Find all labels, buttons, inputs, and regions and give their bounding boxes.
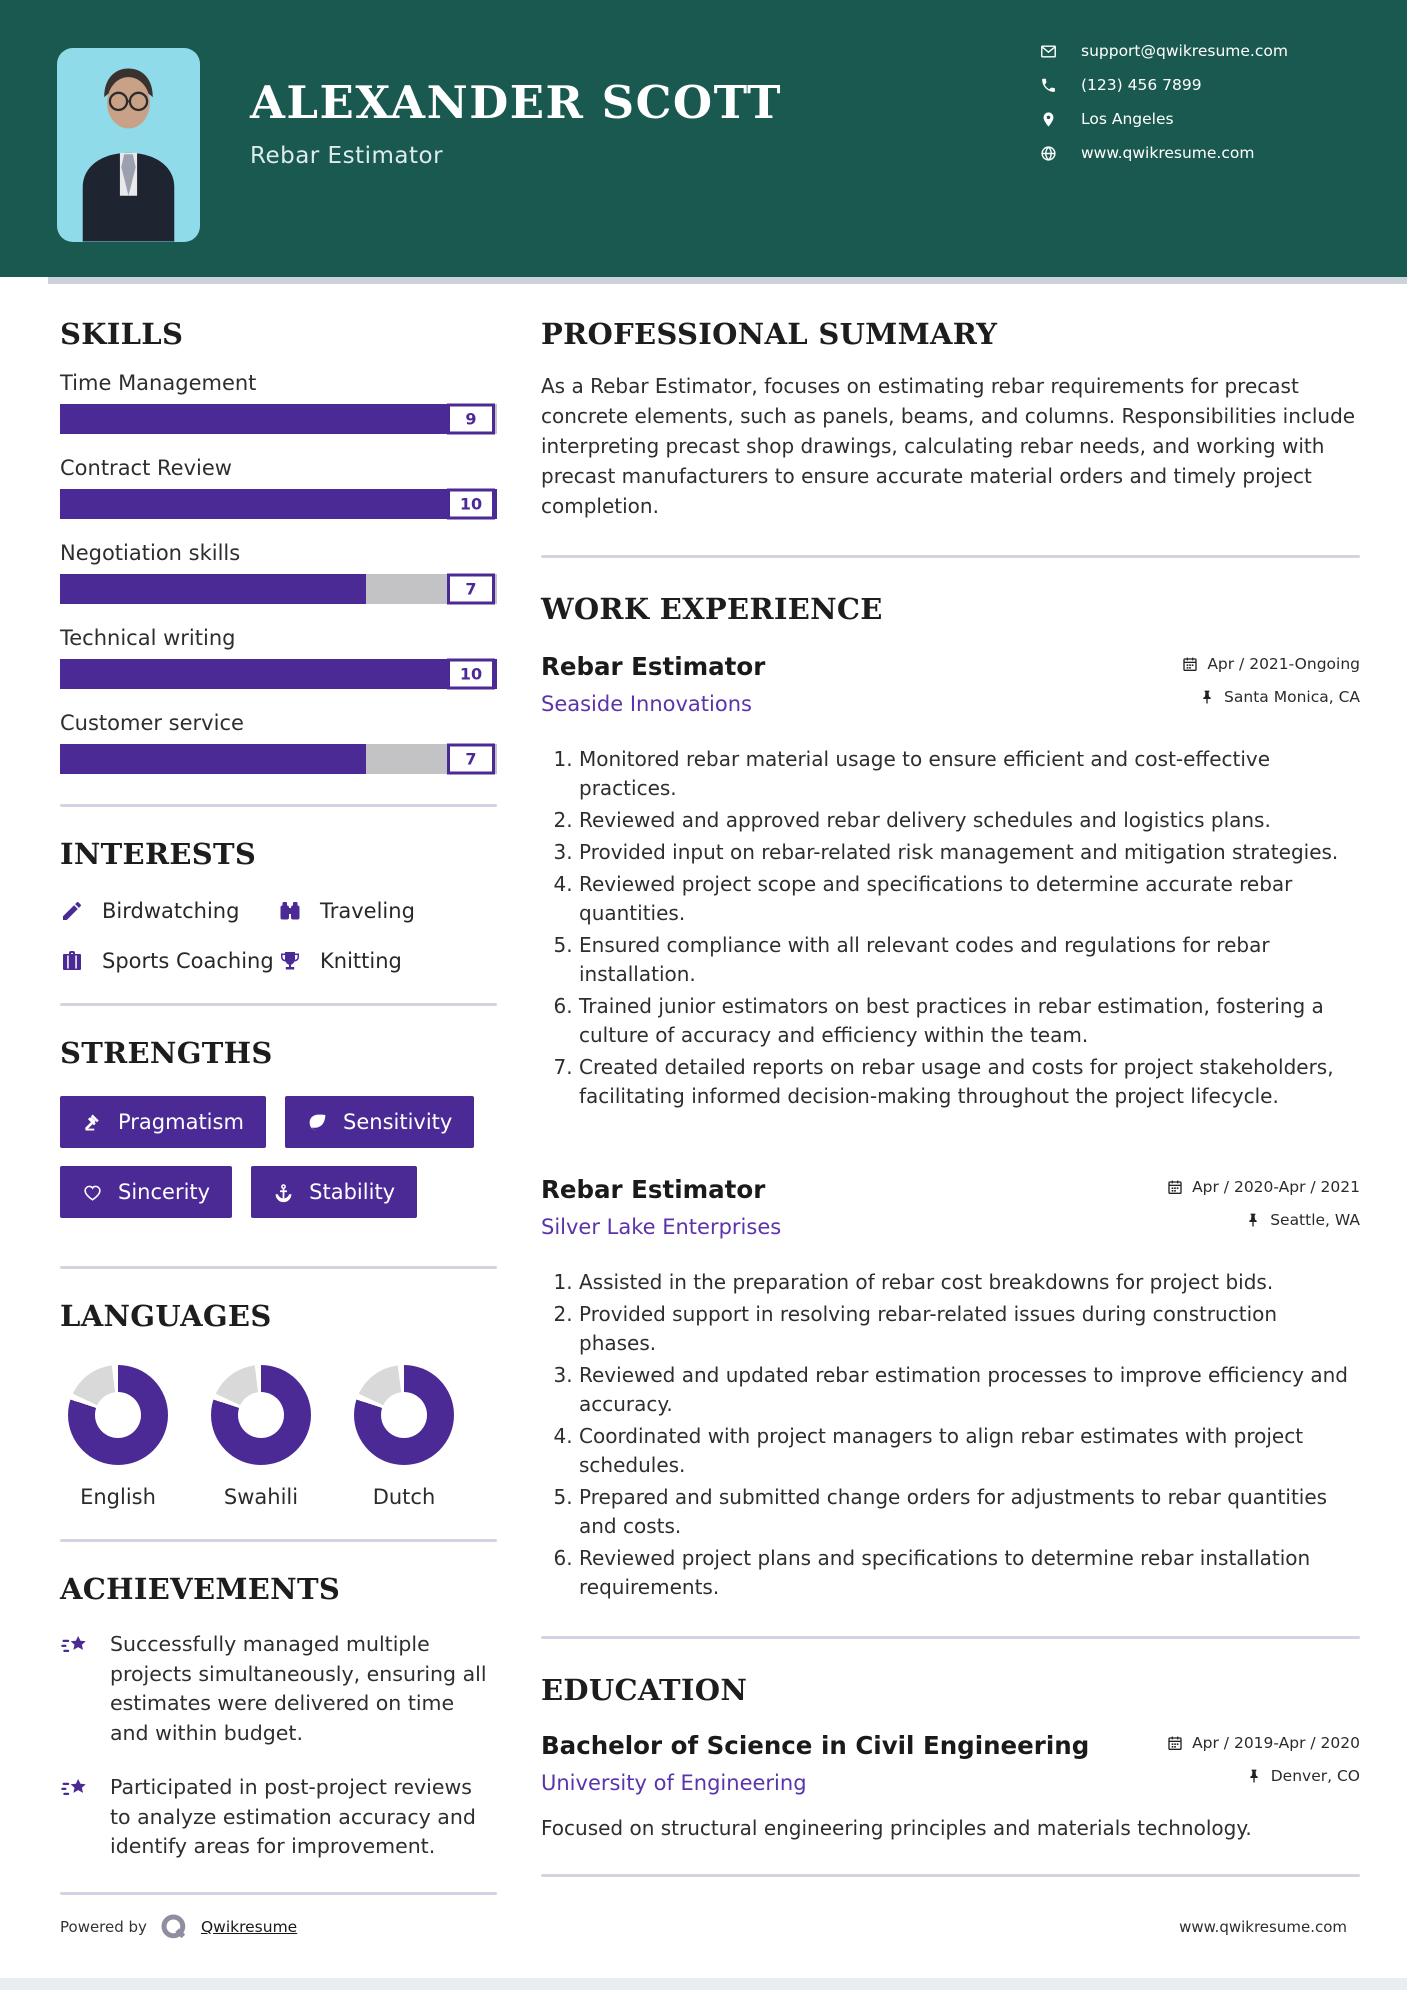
degree-title: Bachelor of Science in Civil Engineering [541,1731,1090,1760]
qwikresume-link[interactable]: Qwikresume [200,1918,298,1936]
education-meta [1167,1731,1360,1800]
skill-score-badge: 10 [447,489,495,520]
skill-bar-track [60,574,497,604]
job-title: Rebar Estimator [541,1175,766,1204]
skill-item [60,541,497,604]
skills-section [60,317,497,774]
strength-chip [60,1166,232,1218]
email-icon [1040,43,1057,60]
interest-label: Sports Coaching [102,949,274,973]
candidate-name: ALEXANDER SCOTT [250,76,782,129]
strength-label: Sensitivity [343,1110,453,1134]
job-title-block [541,1175,781,1239]
bottom-edge-strip [0,1978,1407,1990]
calendar-icon [1167,1735,1183,1751]
skill-label: Contract Review [60,456,232,480]
section-divider [60,1003,497,1006]
job-location-row [1182,688,1360,706]
languages-list [60,1365,462,1509]
contact-row [1040,110,1288,128]
contact-text[interactable]: (123) 456 7899 [1081,76,1202,94]
interests-list [60,899,497,973]
skill-item [60,371,497,434]
content-area [0,277,1407,1925]
achievement-item [60,1630,497,1749]
job-header [541,1175,1360,1244]
footer [60,1912,1347,1942]
skill-score-badge: 9 [447,404,495,435]
languages-section [60,1299,497,1509]
skill-bar-fill [60,659,497,689]
profile-photo-image [57,48,200,242]
section-divider [541,1874,1360,1877]
language-item [346,1365,462,1509]
strengths-section [60,1036,497,1236]
job-duty: 2. Reviewed and approved rebar delivery schedules and logistics plans. [579,806,1360,835]
sidebar [60,317,497,1925]
donut-hole [95,1392,141,1438]
interest-label: Traveling [320,899,415,923]
achievements-list [60,1630,497,1862]
powered-by-text: Powered by [60,1918,147,1936]
interest-item [278,899,497,923]
language-label: English [80,1485,156,1509]
edit-icon [60,899,84,923]
heart-icon [82,1182,103,1203]
skill-label: Time Management [60,371,257,395]
achievements-heading: ACHIEVEMENTS [60,1572,341,1606]
skill-bar-fill [60,404,453,434]
skill-bar-fill [60,744,366,774]
skill-score-badge: 7 [447,744,495,775]
candidate-job-title: Rebar Estimator [250,142,444,169]
education-description: Focused on structural engineering principles and materials technology. [541,1816,1252,1840]
strength-chip [60,1096,266,1148]
interests-section [60,837,497,973]
strength-chip [251,1166,417,1218]
job-duty: 5. Ensured compliance with all relevant codes and regulations for rebar installation. [579,931,1360,989]
job-location: Seattle, WA [1270,1211,1360,1229]
skill-score-badge: 10 [447,659,495,690]
job-duty: 1. Monitored rebar material usage to ensure efficient and cost-effective practices. [579,745,1360,803]
skill-item [60,456,497,519]
education-location: Denver, CO [1270,1767,1360,1785]
binoculars-icon [278,899,302,923]
job-title: Rebar Estimator [541,652,766,681]
section-divider [60,1266,497,1269]
profile-photo [57,48,200,242]
experience-heading: WORK EXPERIENCE [541,592,883,626]
education-dates-row [1167,1734,1360,1752]
contact-list [1040,42,1288,178]
strengths-heading: STRENGTHS [60,1036,273,1070]
summary-text: As a Rebar Estimator, focuses on estimating rebar requirements for precast concrete elements, such as panels, beams, and columns. Responsibilities include interpreting precast shop drawings, calculating rebar needs, and working with precast manufacturers to ensure accurate material orders and timely project completion. [541,374,1356,518]
job-meta [1167,1175,1360,1244]
interest-item [278,949,497,973]
skill-label: Technical writing [60,626,236,650]
education-dates: Apr / 2019-Apr / 2020 [1192,1734,1360,1752]
language-label: Swahili [223,1485,299,1509]
education-header [541,1731,1360,1800]
powered-by-block [60,1912,297,1942]
pushpin-icon [1246,1768,1262,1784]
pushpin-icon [1245,1212,1261,1228]
calendar-icon [1182,656,1198,672]
strength-label: Pragmatism [118,1110,244,1134]
leaf-icon [307,1112,328,1133]
skill-bar-track [60,744,497,774]
briefcase-icon [60,949,84,973]
achievement-item [60,1773,497,1862]
achievements-section [60,1572,497,1862]
strengths-list [60,1096,497,1236]
job-company-link[interactable]: Seaside Innovations [541,692,752,716]
interest-label: Birdwatching [102,899,240,923]
job-title-block [541,652,765,716]
shooting-star-icon [60,1632,90,1662]
job-duties-list [541,1268,1360,1602]
language-donut-chart [354,1365,454,1465]
job-dates-row [1182,655,1360,673]
contact-row [1040,144,1288,162]
skill-item [60,626,497,689]
donut-hole [381,1392,427,1438]
achievement-text: Successfully managed multiple projects simultaneously, ensuring all estimates were delivered on time and within budget. [110,1632,487,1746]
job-duty: 6. Reviewed project plans and specifications to determine rebar installation requirements. [579,1544,1360,1602]
language-label: Dutch [372,1485,436,1509]
phone-icon [1040,77,1057,94]
identity-block [250,78,782,169]
education-entry [541,1731,1360,1840]
job-location-row [1167,1211,1360,1229]
gavel-icon [82,1112,103,1133]
skill-label: Negotiation skills [60,541,241,565]
job-duty: 5. Prepared and submitted change orders for adjustments to rebar quantities and costs. [579,1483,1360,1541]
job-duty: 2. Provided support in resolving rebar-related issues during construction phases. [579,1300,1360,1358]
job-company-link[interactable]: Silver Lake Enterprises [541,1215,782,1239]
section-divider [541,555,1360,558]
summary-section [541,317,1360,521]
education-section [541,1673,1360,1840]
header-shadow-strip [48,277,1407,284]
experience-section [541,592,1360,1602]
interest-item [60,949,278,973]
skill-bar-track [60,489,497,519]
languages-heading: LANGUAGES [60,1299,272,1333]
job-location: Santa Monica, CA [1224,688,1360,706]
job-duties-list [541,745,1360,1111]
contact-row [1040,42,1288,60]
skill-label: Customer service [60,711,244,735]
contact-text[interactable]: support@qwikresume.com [1081,42,1288,60]
location-icon [1040,111,1057,128]
header [0,0,1407,277]
donut-hole [238,1392,284,1438]
strength-label: Stability [309,1180,396,1204]
school-link[interactable]: University of Engineering [541,1771,807,1795]
job-duty: 4. Reviewed project scope and specifications to determine accurate rebar quantities. [579,870,1360,928]
contact-row [1040,76,1288,94]
skill-bar-fill [60,489,497,519]
job-entry [541,1175,1360,1602]
skill-score-badge: 7 [447,574,495,605]
anchor-icon [273,1182,294,1203]
education-heading: EDUCATION [541,1673,748,1707]
interests-heading: INTERESTS [60,837,257,871]
achievement-text: Participated in post-project reviews to analyze estimation accuracy and identify areas for improvement. [110,1774,476,1859]
interest-label: Knitting [320,949,402,973]
job-duty: 3. Provided input on rebar-related risk management and mitigation strategies. [579,838,1360,867]
skill-bar-track [60,404,497,434]
language-donut-chart [68,1365,168,1465]
education-title-block [541,1731,1089,1795]
job-header [541,652,1360,721]
qwikresume-logo-icon [159,1912,189,1942]
language-donut-chart [211,1365,311,1465]
language-item [60,1365,176,1509]
job-duty: 6. Trained junior estimators on best practices in rebar estimation, fostering a culture of accuracy and efficiency within the team. [579,992,1360,1050]
skill-item [60,711,497,774]
interest-item [60,899,278,923]
pushpin-icon [1199,689,1215,705]
skills-list [60,371,497,774]
job-duty: 7. Created detailed reports on rebar usage and costs for project stakeholders, facilitating informed decision-making throughout the project lifecycle. [579,1053,1360,1111]
footer-website-link[interactable]: www.qwikresume.com [1179,1918,1347,1936]
strength-label: Sincerity [118,1180,211,1204]
job-meta [1182,652,1360,721]
skill-bar-track [60,659,497,689]
section-divider [541,1636,1360,1639]
calendar-icon [1167,1179,1183,1195]
job-duty: 1. Assisted in the preparation of rebar cost breakdowns for project bids. [579,1268,1360,1297]
contact-text[interactable]: www.qwikresume.com [1081,144,1255,162]
job-dates: Apr / 2020-Apr / 2021 [1192,1178,1360,1196]
language-item [203,1365,319,1509]
strength-chip [285,1096,474,1148]
education-location-row [1167,1767,1360,1785]
job-duty: 3. Reviewed and updated rebar estimation processes to improve efficiency and accuracy. [579,1361,1360,1419]
main-column [541,317,1360,1925]
job-duty: 4. Coordinated with project managers to align rebar estimates with project schedules. [579,1422,1360,1480]
skill-bar-fill [60,574,366,604]
jobs-list [541,652,1360,1602]
section-divider [60,1892,497,1895]
job-entry [541,652,1360,1111]
job-dates-row [1167,1178,1360,1196]
contact-text[interactable]: Los Angeles [1081,110,1174,128]
section-divider [60,1539,497,1542]
skills-heading: SKILLS [60,317,184,351]
globe-icon [1040,145,1057,162]
job-dates: Apr / 2021-Ongoing [1207,655,1360,673]
shooting-star-icon [60,1775,90,1805]
section-divider [60,804,497,807]
summary-heading: PROFESSIONAL SUMMARY [541,317,998,351]
trophy-icon [278,949,302,973]
